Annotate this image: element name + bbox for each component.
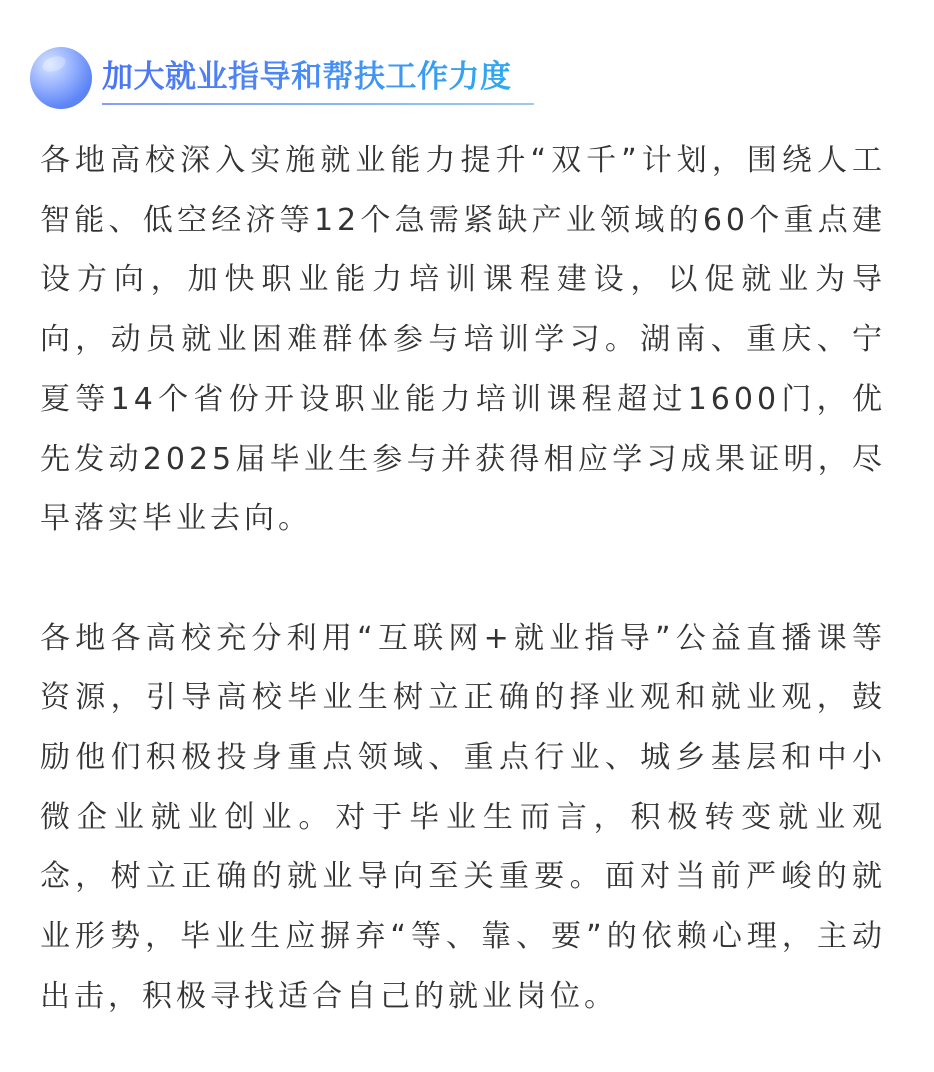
section-header xyxy=(30,47,550,109)
article-body xyxy=(40,131,886,1027)
section-title: 加大就业指导和帮扶工作力度 xyxy=(102,59,512,95)
header-bubble-icon xyxy=(30,47,92,109)
section-title-underline xyxy=(102,103,534,105)
article-paragraph: 各地各高校充分利用“互联网+就业指导”公益直播课等资源，引导高校毕业生树立正确的择业观和就业观，鼓励他们积极投身重点领域、重点行业、城乡基层和中小微企业就业创业。对于毕业生而言，积极转变就业观念，树立正确的就业导向至关重要。面对当前严峻的就业形势，毕业生应摒弃“等、靠、要”的依赖心理，主动出击，积极寻找适合自己的就业岗位。 xyxy=(40,620,886,1014)
article-paragraph: 各地高校深入实施就业能力提升“双千”计划，围绕人工智能、低空经济等12个急需紧缺产业领域的60个重点建设方向，加快职业能力培训课程建设，以促就业为导向，动员就业困难群体参与培训学习。湖南、重庆、宁夏等14个省份开设职业能力培训课程超过1600门，优先发动2025届毕业生参与并获得相应学习成果证明，尽早落实毕业去向。 xyxy=(40,143,886,537)
